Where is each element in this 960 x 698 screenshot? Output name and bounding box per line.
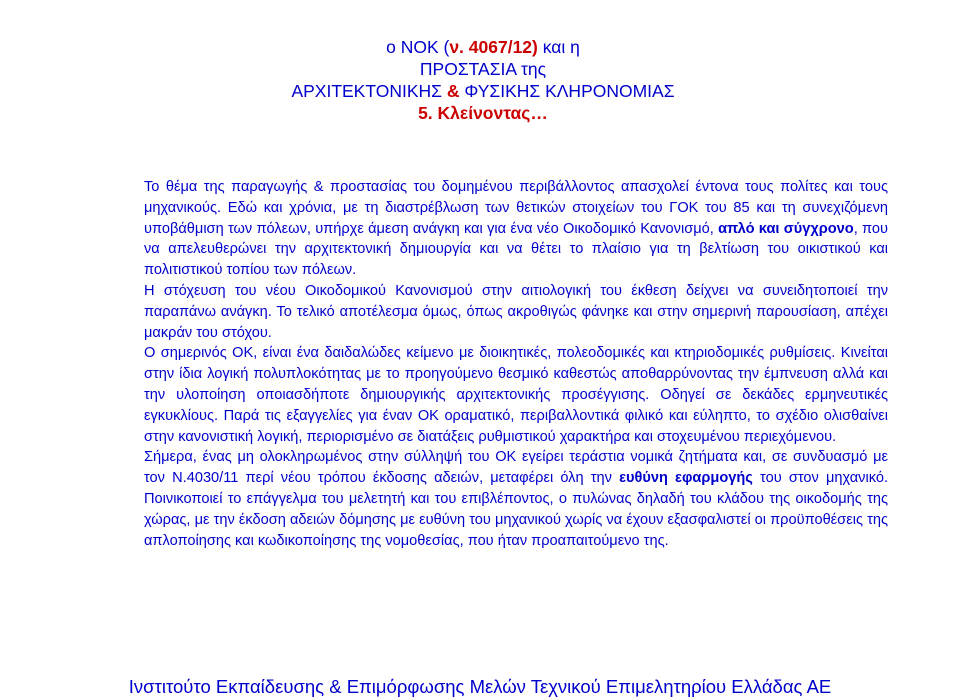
law-reference: ν. 4067/12) xyxy=(449,37,538,57)
paragraph-4-emphasis: ευθύνη εφαρμογής xyxy=(619,470,753,487)
title-ampersand: & xyxy=(446,81,460,101)
title-line-1-prefix: ο ΝΟΚ ( xyxy=(386,37,450,57)
title-line-3 xyxy=(0,80,960,102)
footer-institute: Ινστιτούτο Εκπαίδευσης & Επιμόρφωσης Μελών Τεχνικού Επιμελητηρίου Ελλάδας ΑΕ xyxy=(128,676,832,697)
section-heading: 5. Κλείνοντας… xyxy=(418,103,548,123)
paragraph-2: Η στόχευση του νέου Οικοδομικού Κανονισμού στην αιτιολογική του έκθεση δείχνει να συνειδητοποιεί την παραπάνω ανάγκη. Το τελικό αποτέλεσμα όμως, όπως ακροθιγώς φάνηκε και στην σημερινή παρουσίαση, απέχει μακράν του στόχου. xyxy=(144,282,888,341)
paragraph-4-a: Σήμερα, ένας μη ολοκληρωμένος στην σύλληψή του ΟΚ εγείρει τεράστια νομικά ζητήματα και, σε συνδυασμό με τον Ν.4030/11 περί νέου τρόπου έκδοσης αδειών, μεταφέρει όλη την xyxy=(144,449,888,487)
title-line-3-b: ΦΥΣΙΚΗΣ ΚΛΗΡΟΝΟΜΙΑΣ xyxy=(459,81,675,101)
body-text xyxy=(144,177,888,551)
title-line-1 xyxy=(0,36,960,58)
paragraph-1-emphasis: απλό και σύγχρονο xyxy=(718,220,854,237)
paragraph-1-a: Το θέμα της παραγωγής & προστασίας του δομημένου περιβάλλοντος απασχολεί έντονα τους πολίτες και τους μηχανικούς. Εδώ και χρόνια, με τη διαστρέβλωση των θετικών στοιχείων του ΓΟΚ του 85 και τη συνεχιζόμενη υποβάθμιση των πόλεων, υπήρχε άμεση ανάγκη και για ένα νέο Οικοδομικό Κανονισμό, xyxy=(144,179,888,237)
paragraph-4-b: του στον μηχανικό. Ποινικοποιεί το επάγγελμα του μελετητή και του επιβλέποντος, ο πυλώνας δηλαδή του κλάδου της οικοδομής της χώρας, με την έκδοση αδειών δόμησης με ευθύνη του μηχανικού χωρίς να έχουν εξασφαλιστεί οι προϋποθέσεις της απλοποίησης και κωδικοποίησης της νομοθεσίας, που ήταν προαπαιτούμενο της. xyxy=(144,470,888,549)
slide-title xyxy=(0,36,960,124)
title-line-3-a: ΑΡΧΙΤΕΚΤΟΝΙΚΗΣ xyxy=(291,81,447,101)
title-line-1-suffix: και η xyxy=(537,37,580,57)
paragraph-3: Ο σημερινός ΟΚ, είναι ένα δαιδαλώδες κείμενο με διοικητικές, πολεοδομικές και κτηριοδομικές ρυθμίσεις. Κινείται στην ίδια λογική πολυπλοκότητας με το προηγούμενο θεσμικό καθεστώς αποθαρρύνοντας την έμπνευση αλλά και την υλοποίηση οποιασδήποτε δημιουργικής αρχιτεκτονικής προσέγγισης. Οδηγεί σε δεκάδες ερμηνευτικές εγκυκλίους. Παρά τις εξαγγελίες για έναν ΟΚ οραματικό, περιβαλλοντικά φιλικό και εύληπτο, το σχέδιο ολισθαίνει στην κανονιστική λογική, περιορισμένο σε διατάξεις ρυθμιστικού χαρακτήρα και στοχευμένου περιεχόμενου. xyxy=(144,345,888,445)
paragraph-1 xyxy=(144,177,888,281)
paragraph-1-b: , που να απελευθερώνει την αρχιτεκτονική δημιουργία και να θέτει το πλαίσιο για τη βελτίωση του οικιστικού και πολιτιστικού τοπίου των πόλεων. xyxy=(144,220,889,279)
paragraph-4 xyxy=(144,447,888,551)
title-line-2: ΠΡΟΣΤΑΣΙΑ της xyxy=(419,59,547,79)
